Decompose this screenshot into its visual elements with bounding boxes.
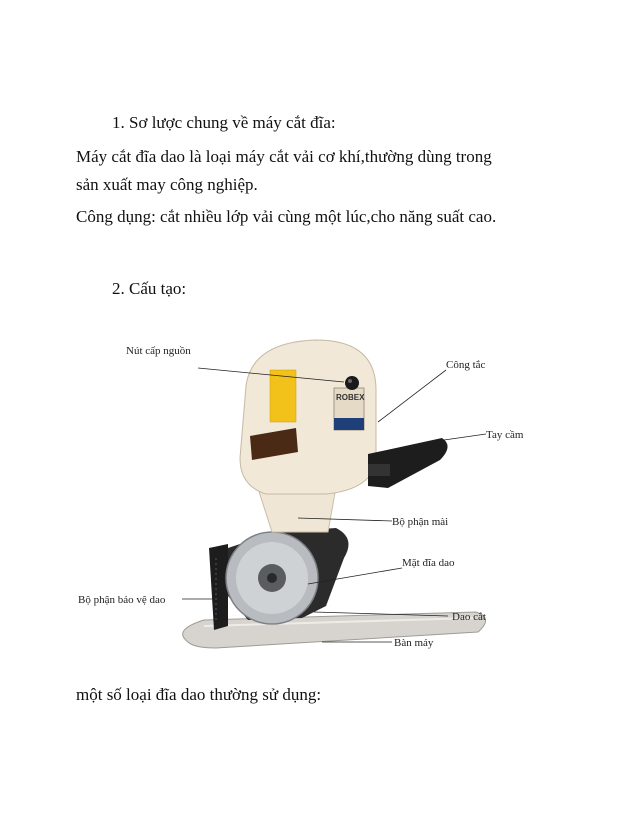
label-switch: Công tắc: [446, 359, 486, 371]
power-button: [345, 376, 359, 390]
brand-label: ROBEX: [336, 393, 365, 402]
blade-disc: [226, 532, 318, 624]
machine-base: [183, 612, 486, 648]
section-2-heading: 2. Cấu tạo:: [112, 279, 187, 298]
label-blade-face: Mặt đĩa dao: [402, 557, 455, 569]
label-cutting-blade: Dao cắt: [452, 611, 486, 623]
label-power-button: Nút cấp nguồn: [126, 345, 191, 357]
motor-body: [240, 340, 376, 494]
machine-diagram: [76, 326, 524, 660]
blade-guard: [209, 544, 228, 630]
label-blade-guard: Bộ phận bảo vệ dao: [78, 594, 166, 606]
intro-paragraph-line-1: Máy cắt đĩa dao là loại máy cắt vải cơ khí,thường dùng trong: [76, 147, 492, 166]
label-handle: Tay cầm: [486, 429, 524, 441]
blade-types-intro: một số loại đĩa dao thường sử dụng:: [76, 685, 322, 704]
section-1-heading: 1. Sơ lược chung về máy cắt đĩa:: [112, 113, 336, 132]
label-base: Bàn máy: [394, 637, 434, 649]
machine-diagram-svg: [76, 326, 524, 660]
intro-paragraph-line-2: sản xuất may công nghiệp.: [76, 175, 258, 194]
machine-handle: [368, 438, 448, 488]
usage-paragraph: Công dụng: cắt nhiều lớp vải cùng một lúc,cho năng suất cao.: [76, 207, 497, 226]
label-sharpener: Bộ phận mài: [392, 516, 449, 528]
